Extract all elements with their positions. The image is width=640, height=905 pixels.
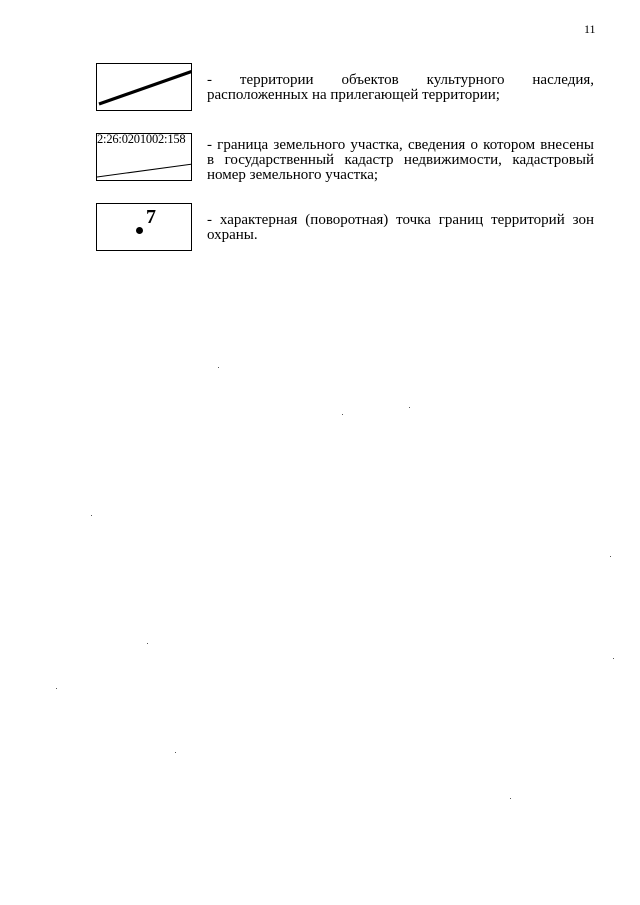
legend-text-land-plot: - граница земельного участка, сведения о котором внесены в государственный кадастр недвижимости, кадастровый номер земельного участка; — [207, 137, 594, 183]
scan-speck — [342, 414, 343, 415]
thick-line-icon — [97, 64, 192, 111]
scan-speck — [613, 658, 614, 659]
scan-speck — [409, 407, 410, 408]
heritage-boundary-symbol — [96, 63, 192, 111]
turning-point-symbol — [96, 203, 192, 251]
scan-speck — [56, 688, 57, 689]
land-plot-symbol — [96, 133, 192, 181]
scan-speck — [610, 556, 611, 557]
scan-speck — [175, 752, 176, 753]
page-number: 11 — [584, 22, 596, 36]
scan-speck — [91, 515, 92, 516]
point-number-label: 7 — [146, 206, 156, 228]
point-dot-icon — [136, 227, 143, 234]
scan-speck — [147, 643, 148, 644]
legend-text-point: - характерная (поворотная) точка границ территорий зон охраны. — [207, 212, 594, 243]
legend-text-heritage: - территории объектов культурного наследия, расположенных на прилегающей территории; — [207, 72, 594, 103]
scan-speck — [510, 798, 511, 799]
thin-line-icon — [97, 134, 192, 181]
cadastral-number-label: 2:26:0201002:158 — [97, 133, 186, 146]
scan-speck — [218, 367, 219, 368]
